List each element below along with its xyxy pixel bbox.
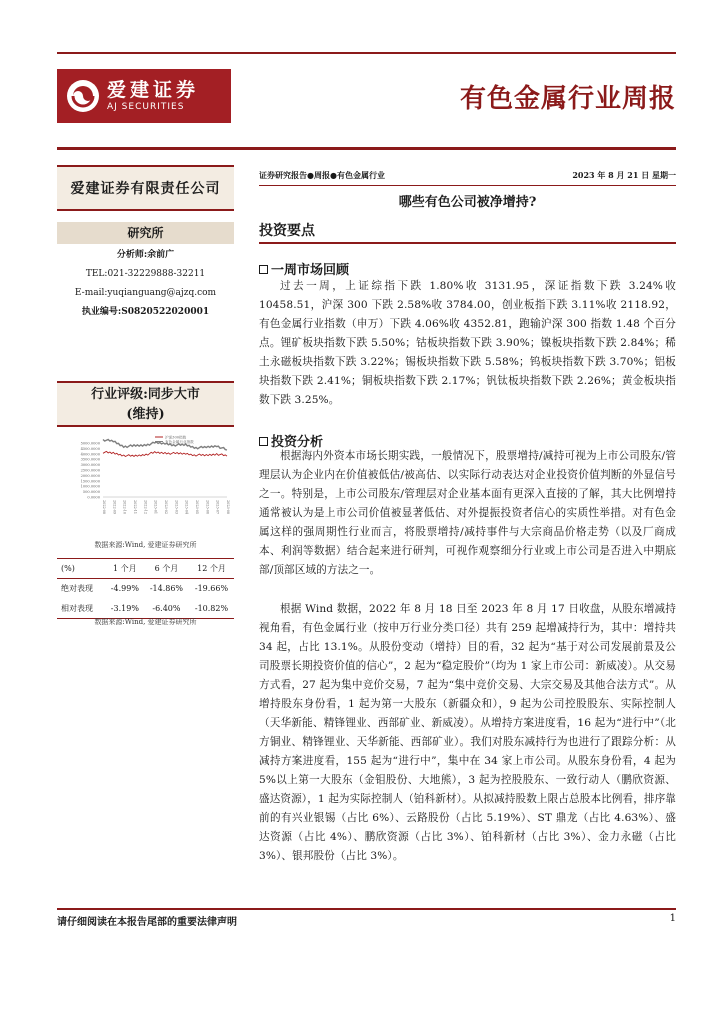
- y-tick-label: 3000.0000: [80, 463, 100, 468]
- x-tick-label: 2023-02: [164, 500, 168, 515]
- performance-table: [57, 558, 234, 619]
- x-tick-label: 2022-11: [133, 500, 137, 515]
- rating-line-1: 行业评级:同步大市: [91, 387, 200, 402]
- table-source: 数据来源:Wind, 爱建证券研究所: [94, 618, 197, 626]
- x-tick-label: 2023-01: [153, 500, 158, 515]
- section-title: 一周市场回顾: [271, 263, 350, 278]
- legal-disclaimer-notice: 请仔细阅读在本报告尾部的重要法律声明: [57, 917, 237, 928]
- x-tick-label: 2022-08: [102, 500, 106, 515]
- x-tick-label: 2023-03: [174, 500, 179, 515]
- cert-line: [57, 303, 234, 322]
- page-number: 1: [669, 913, 676, 924]
- table-header: (%): [61, 564, 75, 573]
- x-tick-label: 2023-04: [184, 500, 189, 515]
- company-logo: [57, 69, 231, 123]
- section-title: 投资分析: [271, 435, 324, 450]
- report-date: 2023 年 8 月 21 日 星期一: [572, 170, 676, 180]
- industry-rating: [57, 381, 234, 427]
- table-cell: -6.40%: [152, 603, 181, 613]
- table-row: [57, 579, 234, 599]
- x-tick-label: 2022-10: [122, 500, 127, 515]
- cert-label: 执业编号:: [81, 307, 122, 317]
- table-cell: -19.66%: [194, 584, 229, 594]
- table-cell: 相对表现: [61, 603, 93, 613]
- y-tick-label: 2000.0000: [80, 473, 100, 478]
- footer-rule: [57, 908, 676, 910]
- x-tick-label: 2023-05: [195, 500, 199, 515]
- table-row: [57, 599, 234, 619]
- y-tick-label: 1500.0000: [80, 479, 100, 484]
- market-review-paragraph: 过去一周，上证综指下跌 1.80%收 3131.95，深证指数下跌 3.24%收 10458.51，沪深 300 下跌 2.58%收 3784.00，创业板指下跌 3.11%收 2118.92，有色金属行业指数（申万）下跌 4.06%收 4352.81，跑输沪深 300 指数 1.48 个百分点。锂矿板块指数下跌 5.50%；钴板块指数下跌 3.90%；镍板块指数下跌 2.84%；稀土永磁板块指数下跌 3.22%；锡板块指数下跌 5.58%；钨板块指数下跌 3.70%；铝板块指数下跌 2.41%；铜板块指数下跌 2.17%；钒钛板块指数下跌 2.26%；黄金板块指数下跌 3.25%。: [259, 280, 676, 406]
- report-title: 有色金属行业周报: [459, 84, 676, 114]
- y-tick-label: 0.0000: [87, 495, 100, 500]
- analysis-paragraph-2: 根据 Wind 数据，2022 年 8 月 18 日至 2023 年 8 月 17 日收盘，从股东增减持视角看，有色金属行业（按申万行业分类口径）共有 259 起增减持行为，其中：增持共 34 起，占比 13.1%。从股份变动（增持）目的看，32 起为“基于对公司发展前景及公司股票长期投资价值的信心”，2 起为“稳定股价”（均为 1 家上市公司：新威凌）。从交易方式看，27 起为集中竞价交易，7 起为“集中竞价交易、大宗交易及其他合法方式”。从增持股东身份看，1 起为第一大股东（新疆众和），9 起为公司控股股东、实际控制人（天华新能、精锋锂业、西部矿业、新威凌）。从增持方案进度看，16 起为“进行中”（北方铜业、精锋锂业、天华新能、西部矿业）。我们对股东减持行为也进行了跟踪分析：从减持方案进度看，155 起为“进行中”，集中在 34 家上市公司。从股东身份看，4 起为 5%以上第一大股东（金钼股份、大地熊），3 起为控股股东、一致行动人（鹏欣资源、盛达资源），1 起为实际控制人（铂科新材）。从拟减持股数上限占总股本比例看，排序靠前的有兴业银锡（占比 6%）、云路股份（占比 5.19%）、ST 鼎龙（占比 4.63%）、盛达资源（占比 4%）、鹏欣资源（占比 3%）、铂科新材（占比 3%）、金力永磁（占比 3%）、银邦股份（占比 3%）。: [259, 603, 676, 862]
- table-cell: -14.86%: [149, 584, 184, 594]
- rating-line-2: (维持): [126, 407, 165, 422]
- table-cell: -10.82%: [194, 603, 229, 613]
- meta-rule: [259, 185, 676, 186]
- analyst-name: 余前广: [147, 250, 175, 260]
- analyst-info: [57, 246, 234, 322]
- sidebar: [57, 165, 234, 626]
- legend-label: 有色金属行业指数: [165, 439, 194, 444]
- y-tick-label: 500.0000: [82, 490, 100, 495]
- x-tick-label: 2023-07: [215, 500, 220, 515]
- table-cell: -4.99%: [110, 584, 139, 594]
- research-dept-heading: 研究所: [57, 222, 234, 244]
- analyst-line: [57, 246, 234, 265]
- chart-source: 数据来源:Wind, 爱建证券研究所: [94, 541, 197, 549]
- logo-english: AJ SECURITIES: [107, 102, 185, 112]
- x-tick-label: 2022-12: [143, 500, 148, 515]
- section-heading-market-review: [259, 259, 349, 278]
- logo-emblem-icon: [65, 78, 101, 114]
- y-tick-label: 4500.0000: [80, 446, 100, 451]
- logo-chinese: 爱建证券: [107, 79, 200, 101]
- report-categories: 证券研究报告●周报●有色金属行业: [259, 170, 385, 180]
- x-tick-label: 2023-06: [205, 500, 210, 515]
- checkbox-bullet-icon: [259, 437, 268, 446]
- key-points-heading: 投资要点: [259, 218, 676, 244]
- analyst-label: 分析师:: [116, 250, 148, 260]
- legend-label: 沪深300指数: [165, 435, 187, 440]
- x-tick-label: 2022-09: [112, 500, 117, 515]
- analyst-email: E-mail:yuqianguang@ajzq.com: [74, 288, 217, 298]
- table-header-row: [57, 559, 234, 579]
- header-rule: [57, 147, 676, 150]
- table-header: 12 个月: [197, 564, 226, 573]
- table-header: 1 个月: [113, 564, 137, 573]
- y-tick-label: 2500.0000: [80, 468, 100, 473]
- checkbox-bullet-icon: [259, 265, 268, 274]
- x-tick-label: 2023-08: [226, 500, 230, 515]
- table-cell: -3.19%: [110, 603, 139, 613]
- analysis-paragraph-1: 根据海内外资本市场长期实践，一般情况下，股票增持/减持可视为上市公司股东/管理层认为企业内在价值被低估/被高估、以实际行动表达对企业投资价值判断的外显信号之一。特别是，上市公司股东/管理层对企业基本面有更深入直接的了解，其大比例增持通常被认为是上市公司价值被显著低估、对外提振投资者信心的实质性举措。对有色金属这样的强周期性行业而言，将股票增持/减持事件与大宗商品价格走势（以及厂商成本、利润等数据）结合起来进行研判，可视作观察细分行业或上市公司是否进入中期底部/顶部区域的方法之一。: [259, 450, 676, 576]
- table-header: 6 个月: [154, 564, 179, 573]
- table-cell: 绝对表现: [61, 584, 93, 594]
- y-tick-label: 3500.0000: [80, 457, 100, 462]
- cert-number: S0820522020001: [121, 307, 210, 317]
- y-tick-label: 4000.0000: [80, 452, 100, 457]
- analyst-tel: TEL:021-32229888-32211: [85, 269, 206, 279]
- y-tick-label: 5000.0000: [80, 441, 100, 446]
- index-trend-chart: [67, 435, 232, 535]
- report-subtitle: 哪些有色公司被净增持?: [398, 195, 537, 210]
- series-line-csi300: [103, 451, 227, 456]
- company-name: 爱建证券有限责任公司: [57, 165, 234, 211]
- y-tick-label: 1000.0000: [80, 484, 100, 489]
- top-rule: [57, 52, 676, 54]
